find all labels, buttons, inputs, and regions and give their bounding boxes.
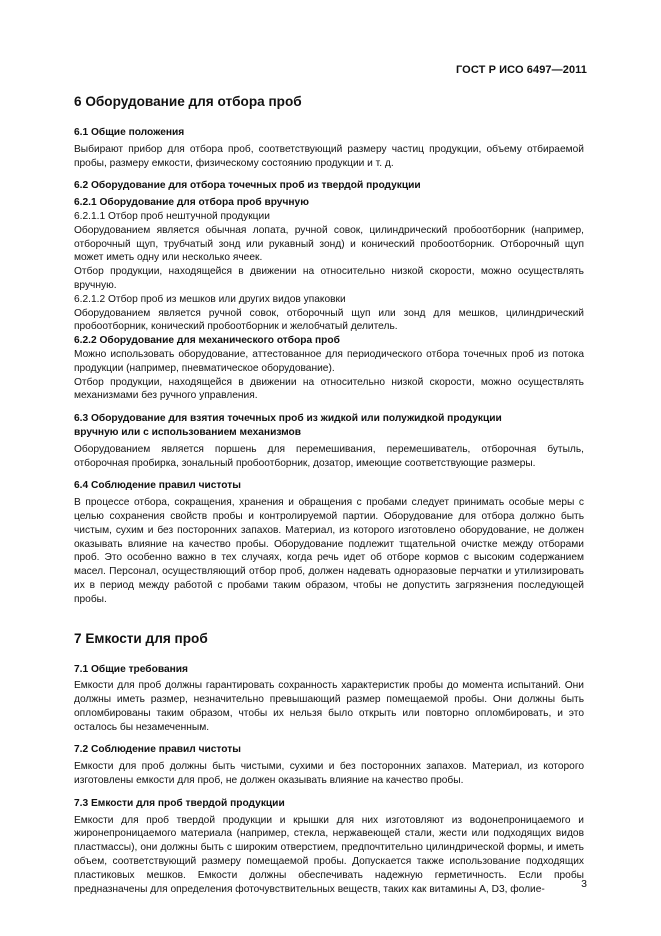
section-7-1-heading: 7.1 Общие требования	[74, 663, 188, 675]
page-content	[74, 88, 584, 896]
section-6-4-heading: 6.4 Соблюдение правил чистоты	[74, 480, 241, 492]
section-7-1-paragraph: Емкости для проб должны гарантировать сохранность характеристик пробы до момента испытаний. Они должны иметь размер, незначительно превышающий размер помещаемой пробы. Они должны быть опломбированы таким образом, чтобы их нельзя было открыть или повторно опломбировать, и это осталось бы незамеченным.	[74, 680, 584, 733]
section-6-2-1-2-paragraph: Оборудованием является ручной совок, отборочный щуп или зонд для мешков, цилиндрический пробоотборник, конический пробоотборник и желобчатый делитель.	[74, 307, 584, 333]
section-7-heading: 7 Емкости для проб	[74, 630, 208, 646]
section-6-2-1-1-paragraph-2: Отбор продукции, находящейся в движении на относительно низкой скорости, можно осуществлять вручную.	[74, 266, 584, 291]
section-7-2-paragraph: Емкости для проб должны быть чистыми, сухими и без посторонних запахов. Материал, из которого изготовлены емкости для проб, не должен оказывать влияние на качество пробы.	[74, 761, 584, 787]
section-7-3-heading: 7.3 Емкости для проб твердой продукции	[74, 797, 285, 809]
section-6-1-paragraph: Выбирают прибор для отбора проб, соответствующий размеру частиц продукции, объему отбираемой пробы, размеру емкости, физическому состоянию продукции и т. д.	[74, 143, 584, 169]
section-6-2-1-heading: 6.2.1 Оборудование для отбора проб вручную	[74, 197, 309, 209]
section-6-2-1-2-heading: 6.2.1.2 Отбор проб из мешков или других видов упаковки	[74, 293, 346, 305]
section-6-2-1-1-heading: 6.2.1.1 Отбор проб нештучной продукции	[74, 210, 270, 222]
section-6-heading: 6 Оборудование для отбора проб	[74, 94, 302, 109]
section-6-3-paragraph: Оборудованием является поршень для перемешивания, перемешиватель, отборочная бутыль, отборочная пробирка, зональный пробоотборник, дозатор, имеющие соответствующие размеры.	[74, 443, 584, 469]
section-6-1-heading: 6.1 Общие положения	[74, 127, 185, 138]
section-6-4-paragraph: В процессе отбора, сокращения, хранения и обращения с пробами следует принимать особые меры с целью сохранения свойств пробы и контролируемой партии. Оборудование для отбора должно быть чистым, сухим и без посторонних запахов. Материал, из которого изготовлено оборудование, не должен оказывать влияние на качество пробы. Оборудование подлежит тщательной очистке между отборами проб. Это особенно важно в тех случаях, когда речь идет об отборе кормов с высоким содержанием масел. Персонал, осуществляющий отбор проб, должен надевать одноразовые перчатки и утилизировать их в период между работой с пробами таким образом, чтобы не допустить загрязнения последующей пробы.	[74, 497, 584, 605]
section-7-3-paragraph: Емкости для проб твердой продукции и крышки для них изготовляют из водонепроницаемого и жиронепроницаемого материала (например, стекла, нержавеющей стали, жести или подходящих видов пластмассы), они должны быть с широким отверстием, предпочтительно цилиндрической формы, и иметь объем, соответствующий размеру помещаемой пробы. Допускается также использование подходящих пластиковых мешков. Емкости должны обеспечивать надежную герметичность. Если пробы предназначены для определения фоточувствительных веществ, таких как витамины A, D3, фолие-	[74, 814, 584, 895]
section-6-2-2-paragraph-2: Отбор продукции, находящейся в движении на относительно низкой скорости, можно осуществлять механизмами без ручного управления.	[74, 376, 584, 402]
section-6-2-2-paragraph-1: Можно использовать оборудование, аттестованное для периодического отбора точечных проб из потока продукции (например, пневматическое оборудование).	[74, 348, 584, 374]
section-6-2-2-heading: 6.2.2 Оборудование для механического отбора проб	[74, 335, 340, 347]
section-6-2-1-1-paragraph-1: Оборудованием является обычная лопата, ручной совок, цилиндрический пробоотборник (например, отборочный щуп, трубчатый зонд или рукавный зонд) и конический пробоотборник. Отборочный щуп может иметь одну или несколько ячеек.	[74, 224, 584, 264]
document-header: ГОСТ Р ИСО 6497—2011	[455, 64, 587, 76]
section-6-3-heading-line-1: 6.3 Оборудование для взятия точечных проб из жидкой или полужидкой продукции	[74, 413, 502, 425]
section-6-3-heading-line-2: вручную или с использованием механизмов	[74, 426, 302, 438]
page-number: 3	[581, 878, 587, 890]
section-6-2-heading: 6.2 Оборудование для отбора точечных проб из твердой продукции	[74, 180, 421, 192]
section-7-2-heading: 7.2 Соблюдение правил чистоты	[74, 744, 241, 756]
